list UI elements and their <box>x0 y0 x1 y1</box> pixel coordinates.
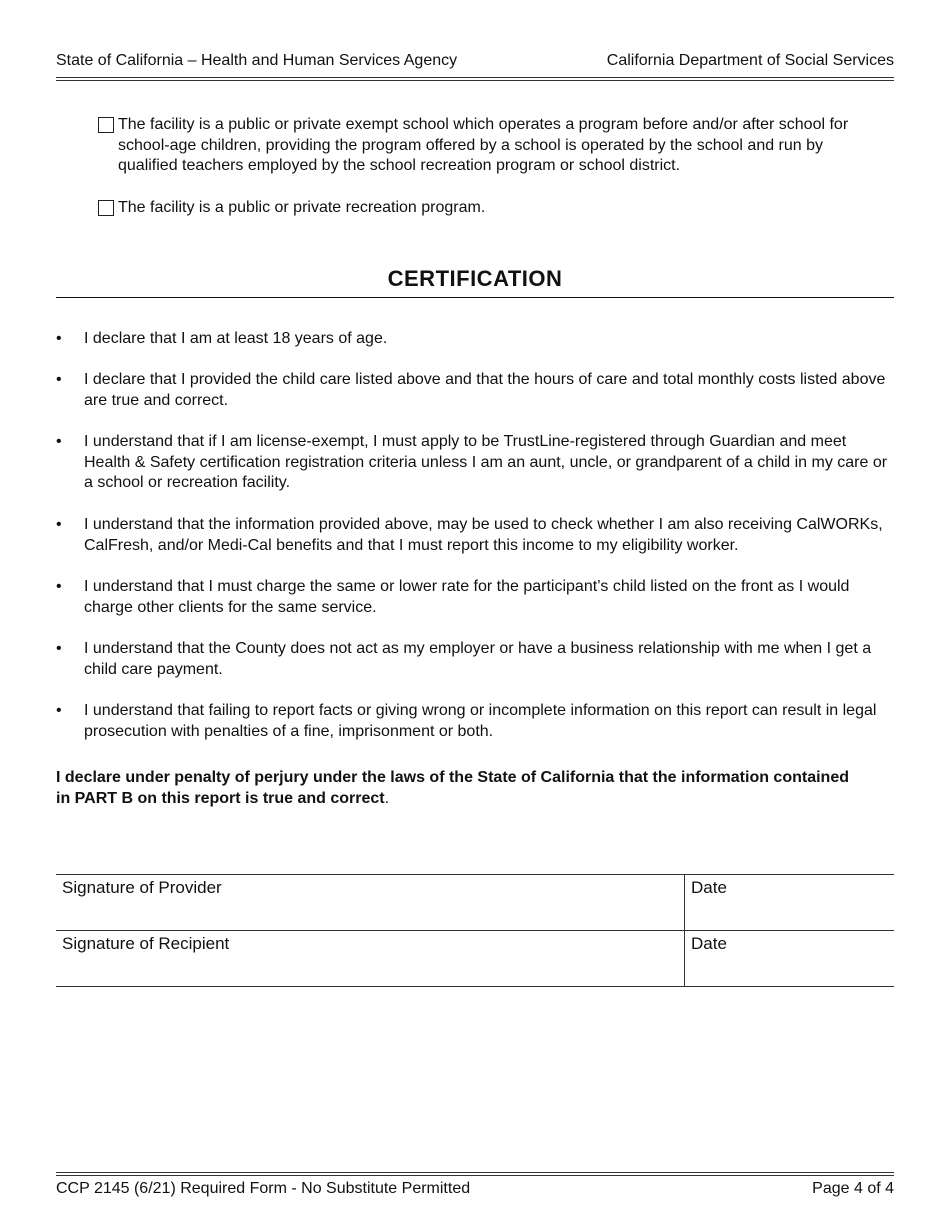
header-rule <box>56 77 894 81</box>
certification-item <box>56 577 894 618</box>
recipient-signature-row <box>56 931 894 987</box>
certification-item <box>56 515 894 556</box>
footer-rule <box>56 1172 894 1176</box>
bullet-icon: • <box>56 433 62 450</box>
perjury-declaration-text: I declare under penalty of perjury under the laws of the State of California that the information contained in PART B on this report is true and correct <box>56 769 849 807</box>
certification-item-text: I understand that the information provided above, may be used to check whether I am also receiving CalWORKs, CalFresh, and/or Medi-Cal benefits and that I must report this income to my eligibility worker. <box>84 516 883 554</box>
perjury-declaration <box>56 768 856 809</box>
bullet-icon: • <box>56 578 62 595</box>
checkbox-row-exempt-school <box>98 115 878 177</box>
provider-signature-field[interactable] <box>56 875 684 930</box>
page-header <box>56 52 894 70</box>
certification-item-text: I declare that I provided the child care listed above and that the hours of care and total monthly costs listed above are true and correct. <box>84 371 886 409</box>
provider-date-label: Date <box>691 878 727 897</box>
perjury-declaration-period: . <box>384 789 390 807</box>
bullet-icon: • <box>56 702 62 719</box>
recipient-date-field[interactable] <box>684 931 894 986</box>
certification-item <box>56 639 894 680</box>
certification-item-text: I understand that the County does not act as my employer or have a business relationship with me when I get a child care payment. <box>84 640 872 678</box>
exempt-school-checkbox[interactable] <box>98 117 114 133</box>
recreation-program-label: The facility is a public or private recreation program. <box>118 199 486 216</box>
provider-date-field[interactable] <box>684 875 894 930</box>
certification-item-text: I understand that failing to report facts or giving wrong or incomplete information on this report can result in legal prosecution with penalties of a fine, imprisonment or both. <box>84 702 877 740</box>
exempt-school-label: The facility is a public or private exempt school which operates a program before and/or after school for school-age children, providing the program offered by a school is operated by the school and run by qualified teachers employed by the school recreation program or school district. <box>118 116 849 174</box>
page-footer <box>56 1180 894 1198</box>
signature-table <box>56 874 894 987</box>
certification-item <box>56 432 894 494</box>
provider-signature-label: Signature of Provider <box>62 878 222 897</box>
recipient-date-label: Date <box>691 934 727 953</box>
certification-item-text: I declare that I am at least 18 years of age. <box>84 330 388 347</box>
bullet-icon: • <box>56 516 62 533</box>
bullet-icon: • <box>56 371 62 388</box>
certification-title: CERTIFICATION <box>387 266 563 291</box>
form-number: CCP 2145 (6/21) Required Form - No Substitute Permitted <box>56 1180 471 1197</box>
certification-item <box>56 701 894 742</box>
header-agency: State of California – Health and Human Services Agency <box>56 52 458 69</box>
certification-rule <box>56 297 894 298</box>
certification-item-text: I understand that if I am license-exempt, I must apply to be TrustLine-registered through Guardian and meet Health & Safety certification registration criteria unless I am an aunt, uncle, or grandparent of a child in my care or a school or recreation facility. <box>84 433 888 491</box>
certification-item <box>56 370 894 411</box>
recreation-program-checkbox[interactable] <box>98 200 114 216</box>
checkbox-row-recreation <box>98 198 878 219</box>
certification-item-text: I understand that I must charge the same or lower rate for the participant’s child listed on the front as I would charge other clients for the same service. <box>84 578 850 616</box>
certification-item <box>56 329 894 350</box>
bullet-icon: • <box>56 640 62 657</box>
recipient-signature-field[interactable] <box>56 931 684 986</box>
bullet-icon: • <box>56 330 62 347</box>
provider-signature-row <box>56 875 894 931</box>
recipient-signature-label: Signature of Recipient <box>62 934 230 953</box>
page-number: Page 4 of 4 <box>812 1180 894 1197</box>
header-department: California Department of Social Services <box>606 52 894 69</box>
